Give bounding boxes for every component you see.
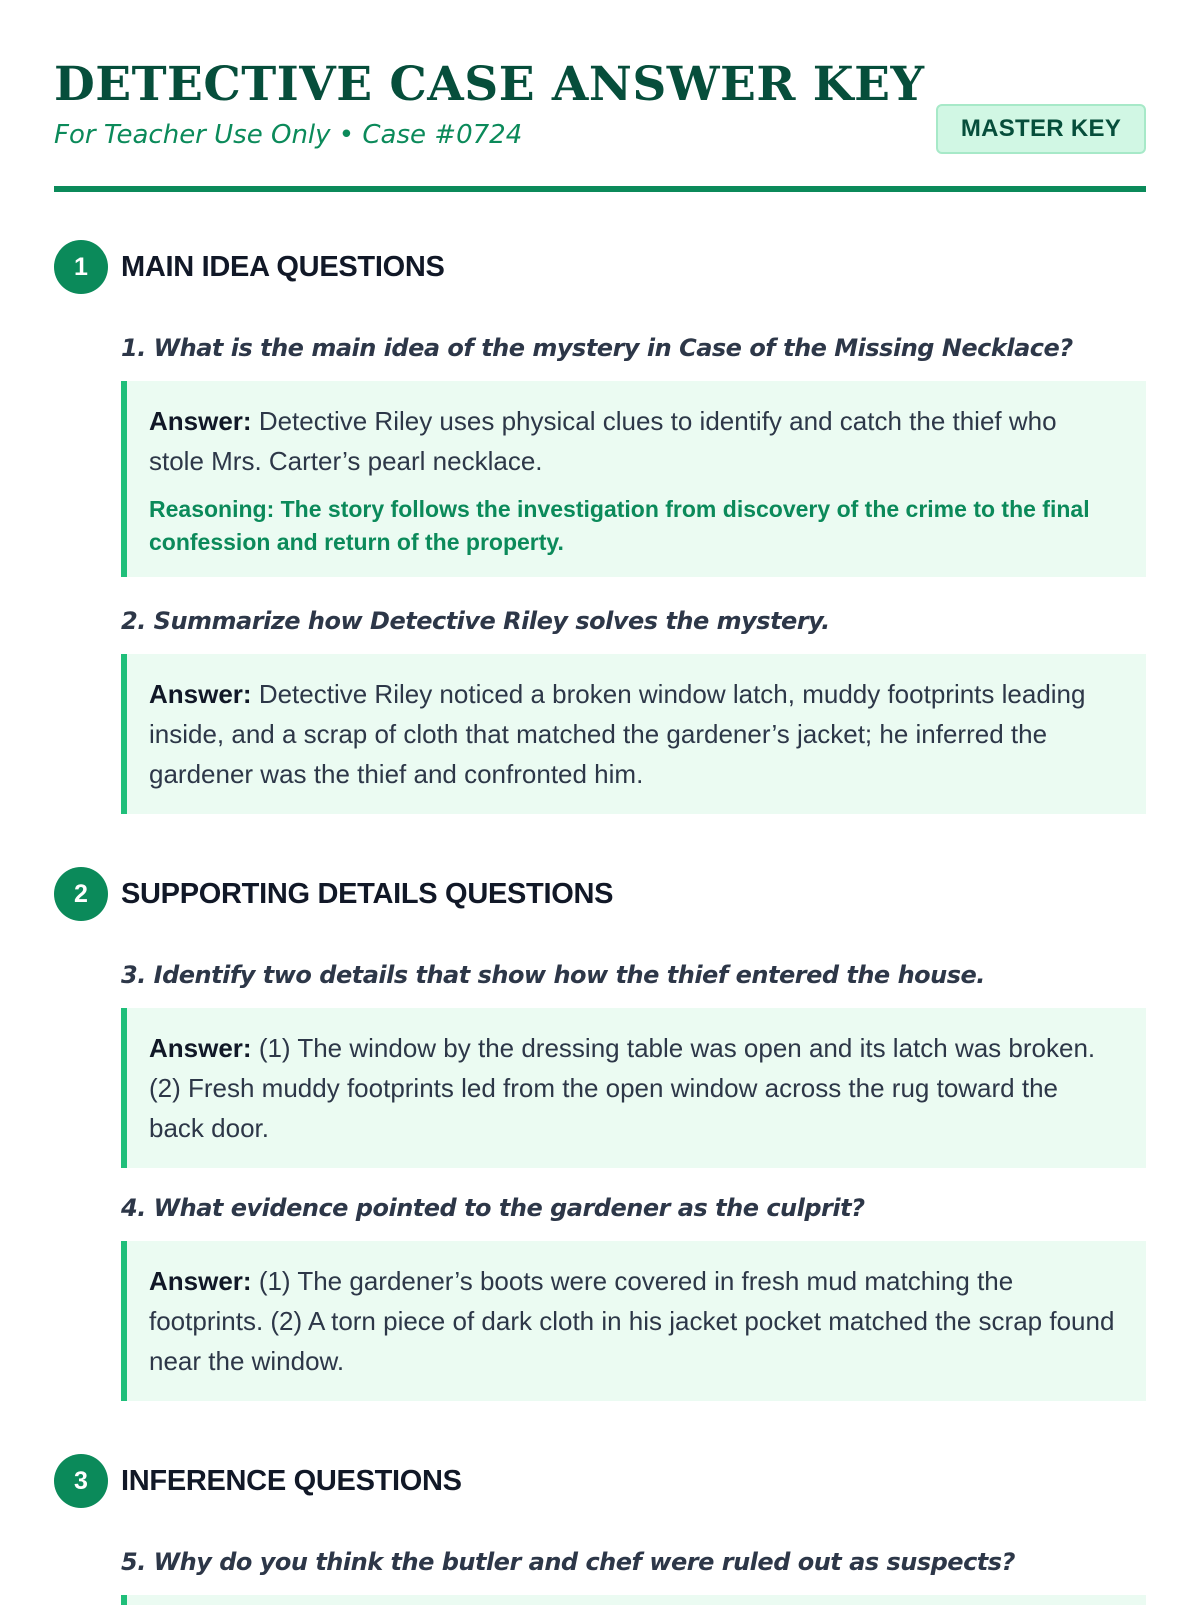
answer-box (121, 654, 1146, 814)
section-title: MAIN IDEA QUESTIONS (121, 251, 445, 283)
answer-box (121, 381, 1146, 577)
master-key-badge: MASTER KEY (936, 104, 1146, 154)
answer-text (149, 1261, 1116, 1381)
section-header (54, 1454, 1146, 1508)
answer-label: Answer: (149, 406, 252, 436)
question-text: 4. What evidence pointed to the gardener as the culprit? (121, 1194, 865, 1222)
section-number-badge: 2 (54, 867, 108, 921)
answer-key-page (54, 0, 1146, 1576)
page-subtitle: For Teacher Use Only • Case #0724 (54, 120, 523, 150)
answer-label: Answer: (149, 1033, 252, 1063)
answer-text (149, 1028, 1116, 1148)
answer-body: Detective Riley uses physical clues to identify and catch the thief who stole Mrs. Carter’s pearl necklace. (149, 406, 1057, 476)
answer-text (149, 674, 1116, 794)
reasoning-text: Reasoning: The story follows the investigation from discovery of the crime to the final confession and return of the property. (149, 496, 1090, 555)
question-text: 5. Why do you think the butler and chef were ruled out as suspects? (121, 1548, 1015, 1576)
header (54, 0, 1146, 192)
answer-box (121, 1008, 1146, 1168)
answer-label: Answer: (149, 679, 252, 709)
section-header (54, 240, 1146, 294)
section-number-badge: 1 (54, 240, 108, 294)
section-number-badge: 3 (54, 1454, 108, 1508)
question-text: 1. What is the main idea of the mystery in Case of the Missing Necklace? (121, 334, 1073, 362)
section-header (54, 867, 1146, 921)
answer-box (121, 1595, 1146, 1605)
question-text: 2. Summarize how Detective Riley solves the mystery. (121, 607, 830, 635)
answer-body: (1) The gardener’s boots were covered in fresh mud matching the footprints. (2) A torn piece of dark cloth in his jacket pocket matched the scrap found near the window. (149, 1266, 1115, 1376)
answer-body: Detective Riley noticed a broken window latch, muddy footprints leading inside, and a scrap of cloth that matched the gardener’s jacket; he inferred the gardener was the thief and confronted him. (149, 679, 1086, 789)
answer-text (149, 401, 1116, 481)
answer-box (121, 1241, 1146, 1401)
section-title: SUPPORTING DETAILS QUESTIONS (121, 878, 614, 910)
section-inference (54, 1454, 1146, 1576)
question-text: 3. Identify two details that show how the thief entered the house. (121, 961, 985, 989)
section-supporting-details (54, 867, 1146, 1376)
section-title: INFERENCE QUESTIONS (121, 1465, 462, 1497)
answer-body: (1) The window by the dressing table was open and its latch was broken. (2) Fresh muddy footprints led from the open window across the rug toward the back door. (149, 1033, 1096, 1143)
answer-label: Answer: (149, 1266, 252, 1296)
page-title: DETECTIVE CASE ANSWER KEY (54, 57, 925, 112)
section-main-idea (54, 240, 1146, 789)
